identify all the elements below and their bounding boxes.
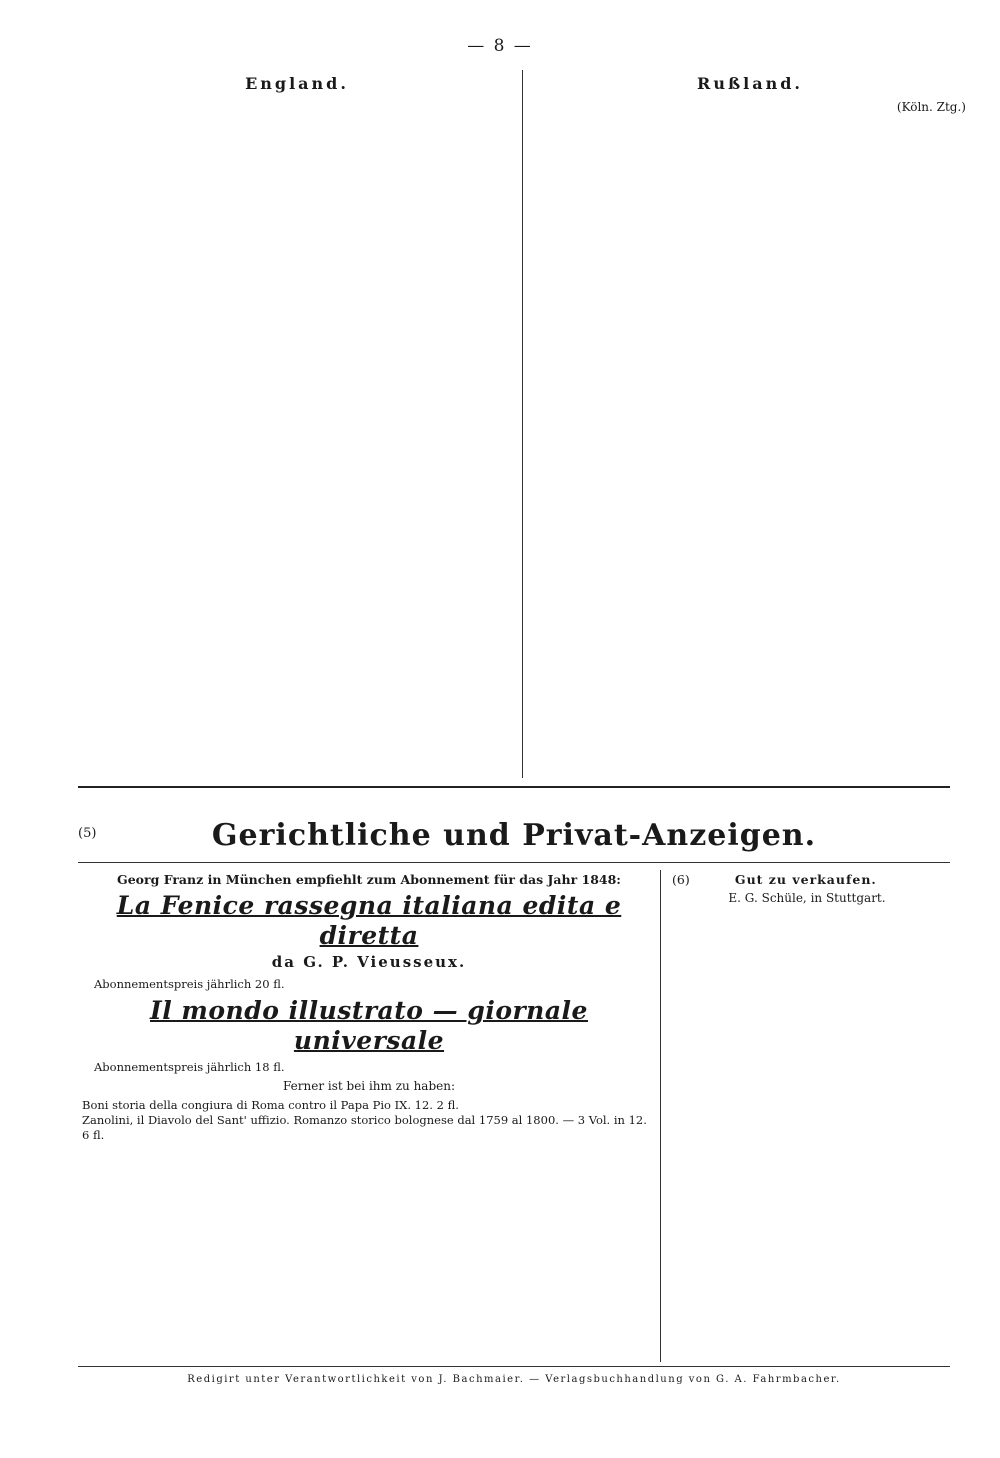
book-listing-zanolini: Zanolini, il Diavolo del Sant' uffizio. Romanzo storico bolognese dal 1759 al 1800. — 3 Vol. in 12. 6 fl. <box>82 1113 647 1142</box>
ads-column-divider <box>660 870 661 1362</box>
ads-title-rule <box>78 862 950 863</box>
ad-sale-header-row <box>672 872 942 887</box>
page-number: — 8 — <box>467 36 533 56</box>
section-heading-england: England. <box>245 74 349 93</box>
journal-price-mondo: Abonnementspreis jährlich 18 fl. <box>94 1060 285 1074</box>
journal-title-fenice: La Fenice rassegna italiana edita e diretta <box>116 891 622 950</box>
ad-property-sale <box>672 872 942 905</box>
imprint-footer: Redigirt unter Verantwortlichkeit von J. Bachmaier. — Verlagsbuchhandlung von G. A. Fahrmbacher. <box>187 1374 841 1385</box>
ads-section-title: Gerichtliche und Privat-Anzeigen. <box>211 818 817 853</box>
column-divider <box>522 70 523 778</box>
ad-bookseller-header: Georg Franz in München empfiehlt zum Abonnement für das Jahr 1848: <box>117 872 621 887</box>
section-rule-top <box>78 786 950 788</box>
footer-rule <box>78 1366 950 1367</box>
ad-sale-heading: Gut zu verkaufen. <box>734 872 877 887</box>
journal-title-mondo: Il mondo illustrato — giornale universale <box>150 996 588 1055</box>
ad-sale-number: (6) <box>672 872 690 887</box>
right-column <box>534 68 966 115</box>
journal-byline-fenice: da G. P. Vieusseux. <box>271 953 467 971</box>
left-column <box>82 68 512 99</box>
ad-sale-signature: E. G. Schüle, in Stuttgart. <box>728 891 886 905</box>
book-listing-boni: Boni storia della congiura di Roma contro il Papa Pio IX. 12. 2 fl. <box>82 1098 459 1112</box>
ad-number-marker: (5) <box>78 826 97 841</box>
section-heading-russia: Rußland. <box>697 74 803 93</box>
source-credit: (Köln. Ztg.) <box>896 100 966 114</box>
ad-bookseller <box>82 872 656 1143</box>
journal-price-fenice: Abonnementspreis jährlich 20 fl. <box>94 977 285 991</box>
also-available-label: Ferner ist bei ihm zu haben: <box>282 1079 456 1093</box>
